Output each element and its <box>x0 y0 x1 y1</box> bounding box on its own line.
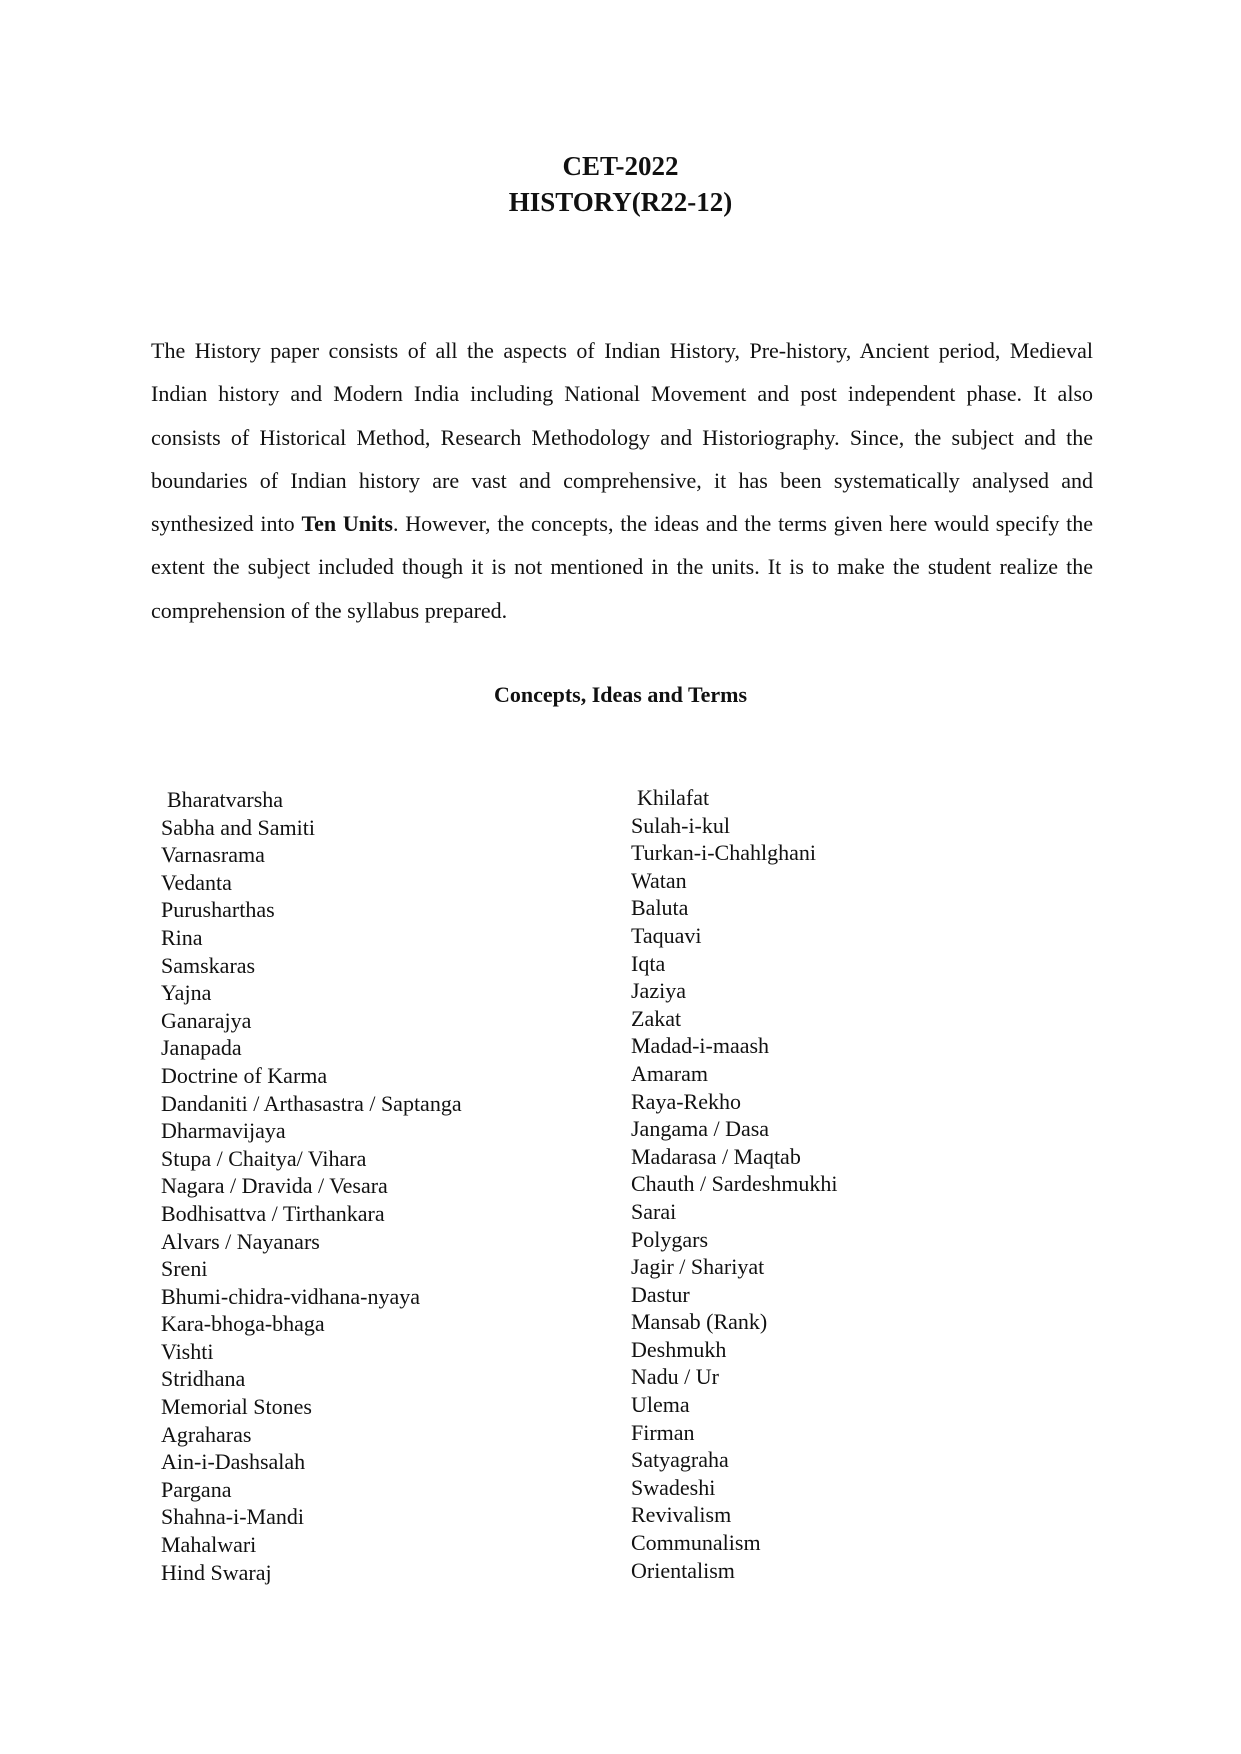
term-item: Amaram <box>631 1060 708 1086</box>
term-item: Agraharas <box>161 1421 252 1447</box>
term-item: Madad-i-maash <box>631 1033 770 1059</box>
term-item: Swadeshi <box>631 1474 716 1500</box>
subject-title: HISTORY(R22-12) <box>508 187 733 217</box>
term-item: Janapada <box>161 1035 242 1061</box>
term-item: Mansab (Rank) <box>631 1309 768 1335</box>
term-item: Alvars / Nayanars <box>161 1228 320 1254</box>
term-item: Vedanta <box>161 869 232 895</box>
exam-title: CET-2022 <box>562 151 679 181</box>
term-item: Mahalwari <box>161 1532 257 1558</box>
term-item: Stridhana <box>161 1366 246 1392</box>
term-item: Jagir / Shariyat <box>631 1254 765 1280</box>
term-item: Memorial Stones <box>161 1394 312 1420</box>
term-item: Ganarajya <box>161 1007 252 1033</box>
term-item: Watan <box>631 867 687 893</box>
term-item: Doctrine of Karma <box>161 1062 328 1088</box>
term-item: Purusharthas <box>161 897 275 923</box>
term-item: Jaziya <box>631 978 686 1004</box>
intro-text-start: The History paper consists of all the aspects of Indian History, Pre-history, Ancient period, Medieval Indian history and Modern India including National Movement and post independent phase. It also consists of Historical Method, Research Methodology and Historiography. Since, the subject and the boundaries of Indian history are vast and comprehensive, it has been systematically analysed and synthesized into <box>151 338 1093 537</box>
term-item: Iqta <box>631 950 666 976</box>
term-item: Dandaniti / Arthasastra / Saptanga <box>161 1090 462 1116</box>
term-item: Dharmavijaya <box>161 1118 286 1144</box>
term-item: Firman <box>631 1419 695 1445</box>
term-item: Ain-i-Dashsalah <box>161 1449 306 1475</box>
term-item: Dastur <box>631 1281 690 1307</box>
terms-list-left <box>161 786 462 1586</box>
term-item: Bharatvarsha <box>167 787 284 812</box>
term-item: Deshmukh <box>631 1336 727 1362</box>
term-item: Madarasa / Maqtab <box>631 1143 801 1169</box>
term-item: Ulema <box>631 1392 690 1418</box>
term-item: Communalism <box>631 1530 761 1556</box>
term-item: Hind Swaraj <box>161 1559 272 1585</box>
term-item: Nadu / Ur <box>631 1364 719 1390</box>
term-item: Yajna <box>161 980 212 1006</box>
term-item: Raya-Rekho <box>631 1088 741 1114</box>
term-item: Sabha and Samiti <box>161 814 315 840</box>
term-item: Satyagraha <box>631 1447 729 1473</box>
term-item: Orientalism <box>631 1557 735 1583</box>
term-item: Sarai <box>631 1198 677 1224</box>
term-item: Pargana <box>161 1476 232 1502</box>
term-item: Polygars <box>631 1226 708 1252</box>
term-item: Taquavi <box>631 922 702 948</box>
term-item: Revivalism <box>631 1502 732 1528</box>
term-item: Bhumi-chidra-vidhana-nyaya <box>161 1283 421 1309</box>
term-item: Zakat <box>631 1005 682 1031</box>
term-item: Chauth / Sardeshmukhi <box>631 1171 838 1197</box>
document-title <box>0 148 1241 220</box>
term-item: Khilafat <box>637 785 710 810</box>
term-item: Turkan-i-Chahlghani <box>631 840 816 866</box>
term-item: Kara-bhoga-bhaga <box>161 1311 325 1337</box>
term-item: Vishti <box>161 1338 214 1364</box>
term-item: Baluta <box>631 895 689 921</box>
term-item: Varnasrama <box>161 842 265 868</box>
term-item: Samskaras <box>161 952 256 978</box>
term-item: Bodhisattva / Tirthankara <box>161 1200 385 1226</box>
term-item: Stupa / Chaitya/ Vihara <box>161 1145 367 1171</box>
section-heading: Concepts, Ideas and Terms <box>493 682 748 707</box>
terms-list-right <box>631 784 838 1584</box>
term-item: Sulah-i-kul <box>631 812 730 838</box>
term-item: Rina <box>161 924 203 950</box>
term-item: Sreni <box>161 1256 208 1282</box>
term-item: Shahna-i-Mandi <box>161 1504 304 1530</box>
intro-text-end: . However, the concepts, the ideas and the terms given here would specify the extent the subject included though it is not mentioned in the units. It is to make the student realize the comprehension of the syllabus prepared. <box>151 511 1093 623</box>
intro-bold-term: Ten Units <box>301 511 393 537</box>
term-item: Nagara / Dravida / Vesara <box>161 1173 388 1199</box>
term-item: Jangama / Dasa <box>631 1116 770 1142</box>
intro-paragraph <box>151 329 1093 632</box>
